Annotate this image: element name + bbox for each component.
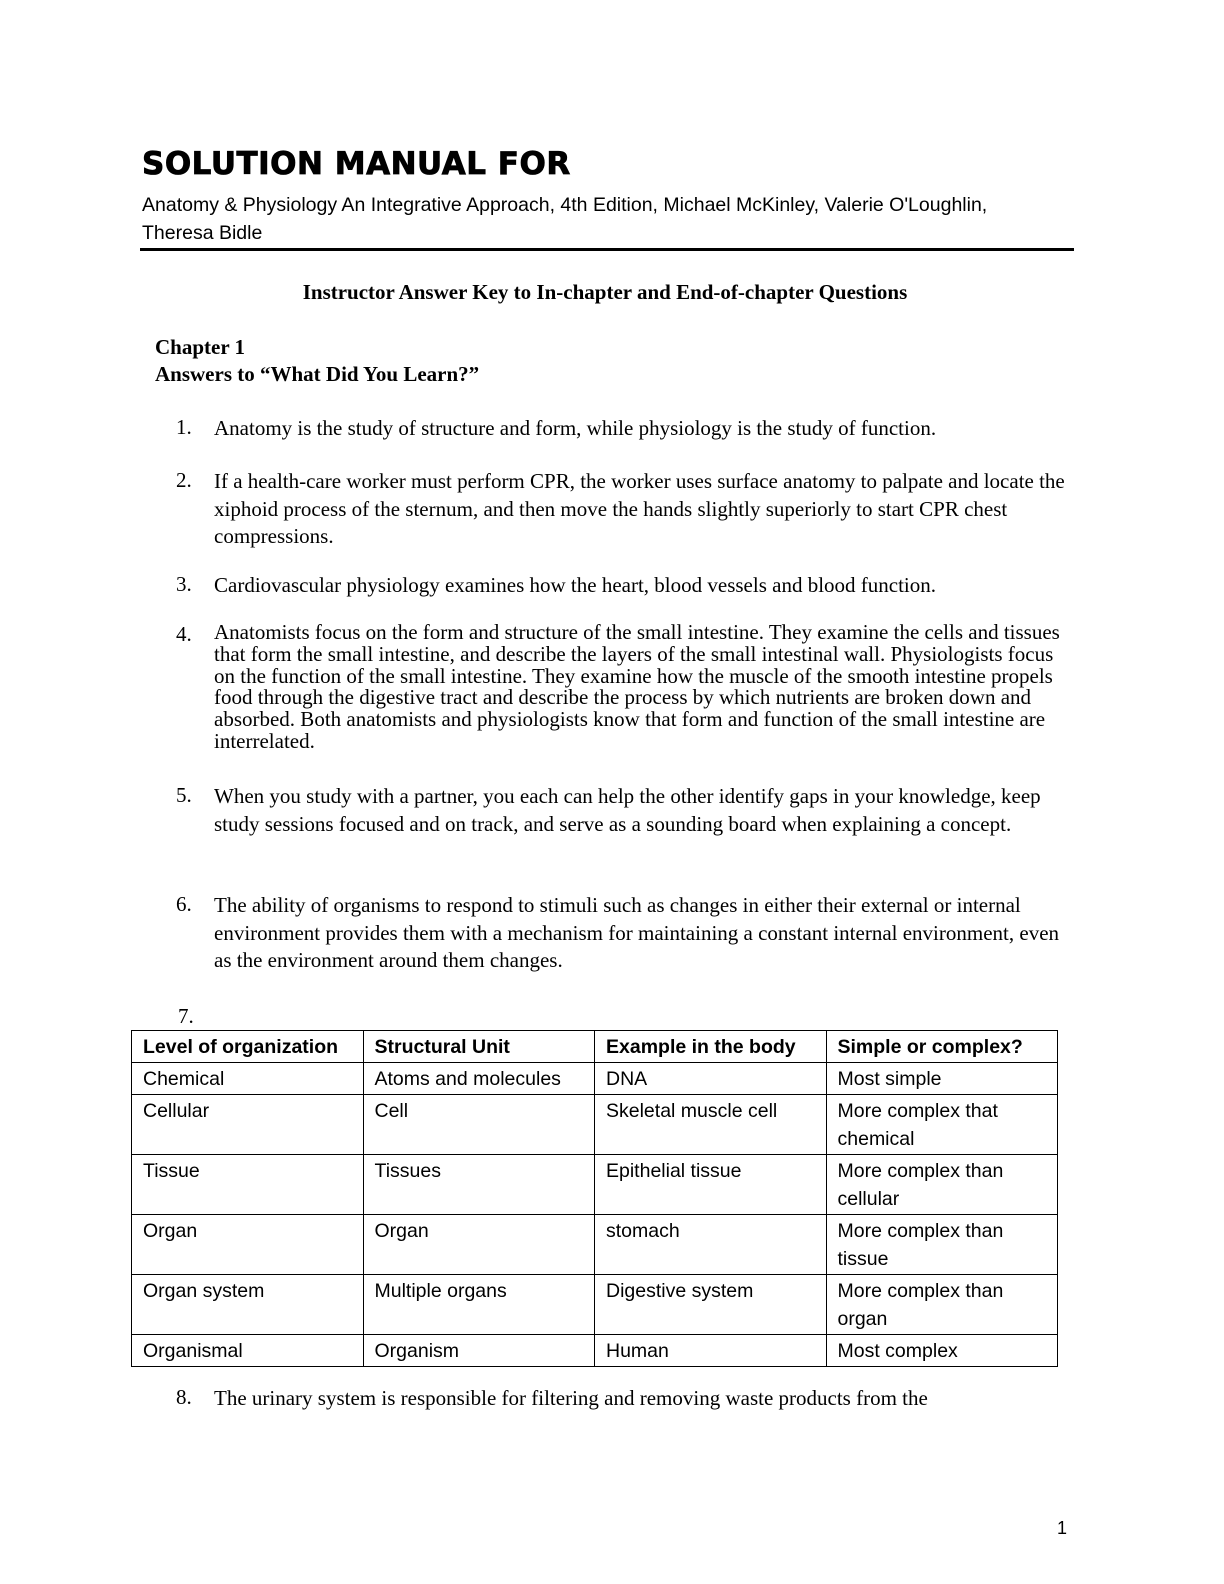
table-row [132,1095,1058,1155]
table-header-row [132,1031,1058,1063]
answer-number: 6. [176,892,192,916]
header-subtitle: Anatomy & Physiology An Integrative Approach, 4th Edition, Michael McKinley, Valerie O'Loughlin, Theresa Bidle [142,194,988,244]
table-cell: More complex than cellular [826,1155,1058,1215]
table-row [132,1063,1058,1095]
table-cell: Organ [132,1215,364,1275]
answer-key-title: Instructor Answer Key to In-chapter and End-of-chapter Questions [302,280,908,304]
answer-item [176,415,1076,443]
table-cell: Multiple organs [363,1275,595,1335]
table-row [132,1335,1058,1367]
table-cell: Tissue [132,1155,364,1215]
table-cell: Organ system [132,1275,364,1335]
answer-text: When you study with a partner, you each can help the other identify gaps in your knowledge, keep study sessions focused and on track, and serve as a sounding board when explaining a concept. [214,784,1041,836]
answer-item [176,622,1076,753]
answer-text: The ability of organisms to respond to stimuli such as changes in either their external or internal environment provides them with a mechanism for maintaining a constant internal environment, even as the environment around them changes. [214,893,1060,972]
table-cell: Epithelial tissue [595,1155,827,1215]
chapter-heading [155,334,479,388]
table-cell: Chemical [132,1063,364,1095]
table-cell: Most simple [826,1063,1058,1095]
answer-text: The urinary system is responsible for filtering and removing waste products from the [214,1386,928,1410]
answer-text: If a health-care worker must perform CPR, the worker uses surface anatomy to palpate and locate the xiphoid process of the sternum, and then move the hands slightly superiorly to start CPR chest compressions. [214,469,1065,548]
answer-item [176,892,1076,975]
answer-number: 1. [176,415,192,439]
answer-item [176,572,1076,600]
table-header-cell: Example in the body [595,1031,827,1063]
table-header-cell: Level of organization [132,1031,364,1063]
table-cell: Tissues [363,1155,595,1215]
chapter-label: Chapter 1 [155,335,246,359]
table-cell: Cellular [132,1095,364,1155]
table-header-cell: Structural Unit [363,1031,595,1063]
header-title: SOLUTION MANUAL FOR [142,146,571,182]
table-row [132,1215,1058,1275]
table-cell: stomach [595,1215,827,1275]
table-header-cell: Simple or complex? [826,1031,1058,1063]
answer-number: 8. [176,1385,192,1409]
table-cell: More complex that chemical [826,1095,1058,1155]
table-cell: Organismal [132,1335,364,1367]
answer-item [176,783,1076,838]
table-cell: Digestive system [595,1275,827,1335]
table-cell: Skeletal muscle cell [595,1095,827,1155]
answer-number: 4. [176,622,192,646]
answer-number: 2. [176,468,192,492]
table-cell: DNA [595,1063,827,1095]
table-row [132,1275,1058,1335]
table-cell: Human [595,1335,827,1367]
answer-number-seven: 7. [178,1004,194,1028]
answer-text: Cardiovascular physiology examines how the heart, blood vessels and blood function. [214,573,937,597]
table-cell: Cell [363,1095,595,1155]
table-cell: Most complex [826,1335,1058,1367]
answer-text: Anatomists focus on the form and structure of the small intestine. They examine the cells and tissues that form the small intestine, and describe the layers of the small intestinal wall. Physiologists focus on the function of the small intestine. They examine how the muscle of the smooth intestine propels food through the digestive tract and describe the process by which nutrients are broken down and absorbed. Both anatomists and physiologists know that form and function of the small intestine are interrelated. [214,620,1060,753]
header-divider [140,248,1074,251]
answer-number: 5. [176,783,192,807]
levels-of-organization-table [131,1030,1058,1367]
answer-item [176,1385,1076,1413]
table-cell: Organ [363,1215,595,1275]
answer-number: 3. [176,572,192,596]
table-cell: Organism [363,1335,595,1367]
table-cell: Atoms and molecules [363,1063,595,1095]
answer-text: Anatomy is the study of structure and form, while physiology is the study of function. [214,416,937,440]
table-cell: More complex than organ [826,1275,1058,1335]
table-cell: More complex than tissue [826,1215,1058,1275]
table-row [132,1155,1058,1215]
answer-item [176,468,1076,551]
section-label: Answers to “What Did You Learn?” [155,362,480,386]
page-number: 1 [1057,1518,1068,1538]
